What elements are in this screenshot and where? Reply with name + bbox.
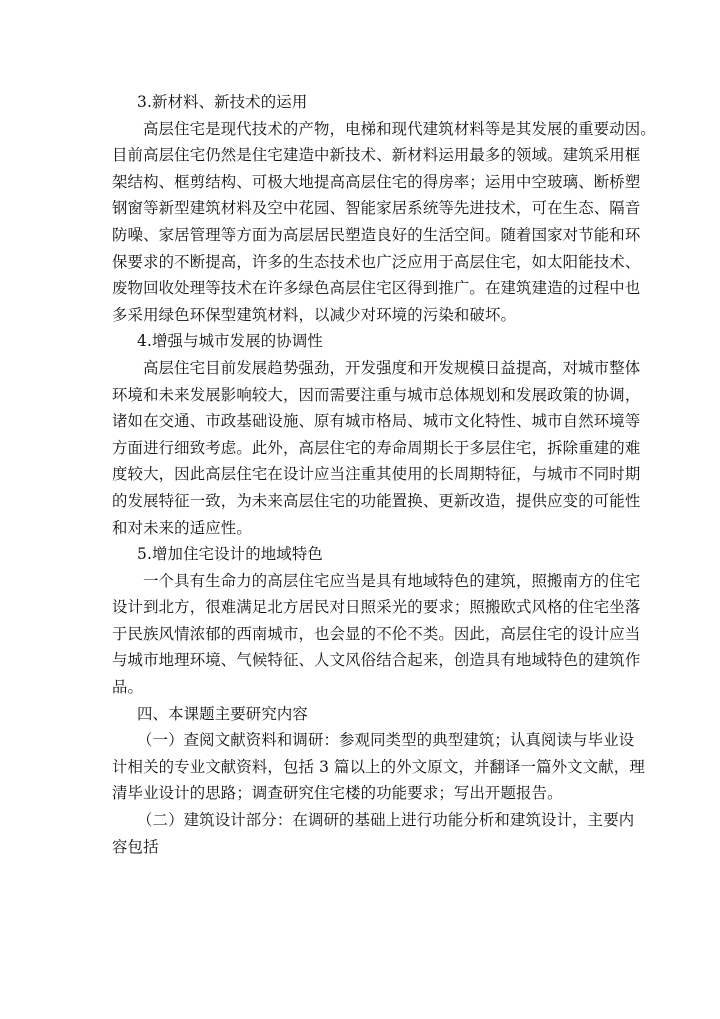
paragraph-line: 一个具有生命力的高层住宅应当是具有地域特色的建筑，照搬南方的住宅 — [143, 571, 641, 590]
paragraph-line: 设计到北方，很难满足北方居民对日照采光的要求；照搬欧式风格的住宅坐落 — [112, 598, 641, 617]
section-heading: 5.增加住宅设计的地域特色 — [137, 545, 323, 564]
paragraph-line: 的发展特征一致，为未来高层住宅的功能置换、更新改造，提供应变的可能性 — [112, 491, 641, 510]
paragraph-line: 环境和未来发展影响较大，因而需要注重与城市总体规划和发展政策的协调， — [112, 385, 641, 404]
paragraph-line: 废物回收处理等技术在许多绿色高层住宅区得到推广。在建筑建造的过程中也 — [112, 279, 641, 298]
paragraph-line: 多采用绿色环保型建筑材料，以减少对环境的污染和破坏。 — [112, 305, 517, 324]
paragraph-line: 度较大，因此高层住宅在设计应当注重其使用的长周期特征，与城市不同时期 — [112, 465, 641, 484]
paragraph-line: 计相关的专业文献资料，包括 3 篇以上的外文原文，并翻译一篇外文文献，理 — [112, 757, 645, 776]
paragraph-line: 品。 — [112, 678, 144, 697]
paragraph-line: 清毕业设计的思路；调查研究住宅楼的功能要求；写出开题报告。 — [112, 784, 563, 803]
document-body — [112, 89, 656, 860]
paragraph-line: 于民族风情浓郁的西南城市，也会显的不伦不类。因此，高层住宅的设计应当 — [112, 624, 641, 643]
paragraph-line: （二）建筑设计部分：在调研的基础上进行功能分析和建筑设计，主要内 — [137, 811, 635, 830]
paragraph-line: 目前高层住宅仍然是住宅建造中新技术、新材料运用最多的领域。建筑采用框 — [112, 146, 641, 165]
paragraph-line: 保要求的不断提高，许多的生态技术也广泛应用于高层住宅，如太阳能技术、 — [112, 252, 641, 271]
paragraph-line: 架结构、框剪结构、可极大地提高高层住宅的得房率；运用中空玻璃、断桥塑 — [112, 172, 641, 191]
paragraph-line: 和对未来的适应性。 — [112, 518, 252, 537]
paragraph-line: 防噪、家居管理等方面为高层居民塑造良好的生活空间。随着国家对节能和环 — [112, 225, 641, 244]
section-heading: 4.增强与城市发展的协调性 — [137, 332, 323, 351]
section-heading: 四、本课题主要研究内容 — [137, 704, 308, 723]
paragraph-line: （一）查阅文献资料和调研：参观同类型的典型建筑；认真阅读与毕业设 — [137, 731, 635, 750]
paragraph-line: 高层住宅是现代技术的产物，电梯和现代建筑材料等是其发展的重要动因。 — [143, 119, 656, 138]
section-heading: 3.新材料、新技术的运用 — [137, 93, 308, 111]
paragraph-line: 与城市地理环境、气候特征、人文风俗结合起来，创造具有地域特色的建筑作 — [112, 651, 641, 670]
paragraph-line: 容包括 — [112, 837, 159, 856]
paragraph-line: 诸如在交通、市政基础设施、原有城市格局、城市文化特性、城市自然环境等 — [112, 412, 641, 431]
paragraph-line: 钢窗等新型建筑材料及空中花园、智能家居系统等先进技术，可在生态、隔音 — [112, 199, 641, 218]
paragraph-line: 高层住宅目前发展趋势强劲，开发强度和开发规模日益提高，对城市整体 — [143, 358, 641, 377]
paragraph-line: 方面进行细致考虑。此外，高层住宅的寿命周期长于多层住宅，拆除重建的难 — [112, 438, 641, 457]
